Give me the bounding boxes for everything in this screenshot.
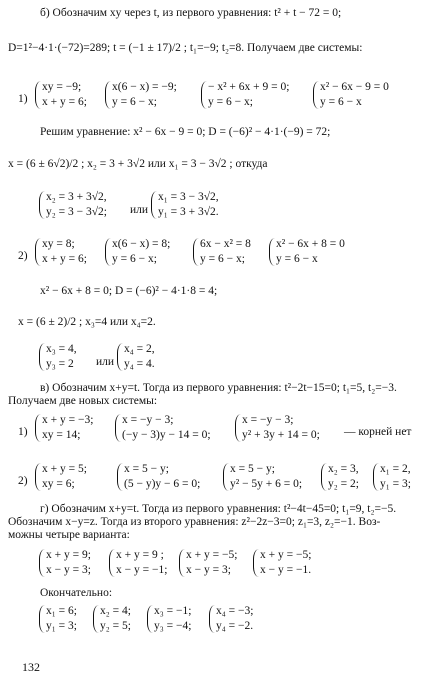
equation-row: xy = 8;	[42, 238, 75, 250]
item-number: 1)	[18, 93, 28, 105]
equation-row: x + y = 9 ;	[116, 549, 164, 561]
equation-row: x₂ = 3,	[328, 463, 359, 475]
equation-system	[38, 604, 77, 634]
equation-row: 6x − x² = 8	[200, 238, 251, 250]
equation-row: y₁ = 3;	[380, 478, 411, 490]
equation-row: x = −y − 3;	[242, 414, 294, 426]
equation-system	[234, 413, 320, 443]
equation-system	[178, 548, 237, 578]
equation-row: x + y = −3;	[42, 414, 94, 426]
equation-row: y² − 5y + 6 = 0;	[230, 478, 303, 490]
text-line: Получаем две новых системы:	[8, 395, 158, 407]
equation-system	[38, 342, 77, 372]
equation-row: x + y = 5;	[42, 463, 87, 475]
equation-row: x² − 6x + 8 = 0	[276, 238, 345, 250]
equation-row: y = 6 − x;	[208, 96, 253, 108]
equation-row: x − y = −1.	[260, 564, 312, 576]
equation-row: y₄ = 4.	[124, 358, 155, 370]
equation-row: x₂ = 4;	[100, 605, 131, 617]
equation-row: x + y = −5;	[260, 549, 312, 561]
equation-system	[104, 237, 170, 267]
text-line: б) Обозначим xy через t, из первого уравнения: t² + t − 72 = 0;	[40, 7, 342, 19]
equation-system	[34, 237, 87, 267]
equation-row: x(6 − x) = −9;	[112, 81, 177, 93]
equation-row: x² − 6x − 9 = 0	[320, 81, 389, 93]
equation-row: − x² + 6x + 9 = 0;	[208, 81, 290, 93]
equation-row: y = 6 − x;	[112, 96, 157, 108]
equation-row: x − y = 3;	[46, 564, 91, 576]
equation-system	[372, 462, 411, 492]
equation-row: xy = 14;	[42, 429, 81, 441]
equation-row: x₁ = 6;	[46, 605, 77, 617]
equation-row: y₃ = −4;	[154, 620, 192, 632]
no-roots-note: — корней нет	[344, 426, 412, 438]
text-line: Обозначим x−y=z. Тогда из второго уравнения: z²−2z−3=0; z₁=3, z₂=−1. Воз-	[8, 516, 381, 528]
equation-system	[150, 190, 219, 220]
text-line: в) Обозначим x+y=t. Тогда из первого уравнения: t²−2t−15=0; t₁=5, t₂=−3.	[40, 382, 397, 394]
conjunction-or: или	[130, 204, 149, 216]
text-line: Окончательно:	[40, 587, 113, 599]
page-number: 132	[22, 660, 40, 674]
equation-row: x = 5 − y;	[230, 463, 275, 475]
equation-row: x₂ = 3 + 3√2,	[46, 191, 107, 203]
equation-row: y₄ = −2.	[216, 620, 254, 632]
text-line: D=1²−4·1·(−72)=289; t = (−1 ± 17)/2 ; t₁=−9; t₂=8. Получаем две системы:	[8, 42, 363, 54]
text-line: x² − 6x + 8 = 0; D = (−6)² − 4·1·8 = 4;	[40, 285, 218, 297]
equation-system	[116, 342, 155, 372]
equation-row: x₄ = −3;	[216, 605, 254, 617]
item-number: 2)	[18, 475, 28, 487]
equation-row: y = 6 − x	[320, 96, 362, 108]
equation-system	[34, 413, 93, 443]
equation-system	[108, 548, 167, 578]
equation-system	[192, 237, 251, 267]
equation-row: y₂ = 3 − 3√2;	[46, 206, 107, 218]
item-number: 1)	[18, 426, 28, 438]
equation-system	[38, 548, 91, 578]
equation-system	[320, 462, 359, 492]
equation-row: x(6 − x) = 8;	[112, 238, 171, 250]
conjunction-or: или	[96, 356, 115, 368]
equation-row: x − y = −1;	[116, 564, 168, 576]
equation-row: x + y = 9;	[46, 549, 91, 561]
equation-system	[312, 80, 389, 110]
equation-system	[116, 462, 200, 492]
equation-row: x − y = 3;	[186, 564, 231, 576]
equation-row: y = 6 − x;	[112, 253, 157, 265]
equation-row: x + y = 6;	[42, 253, 87, 265]
equation-row: x₁ = 3 − 3√2,	[158, 191, 219, 203]
equation-row: x₃ = 4,	[46, 343, 77, 355]
equation-row: y₁ = 3;	[46, 620, 77, 632]
equation-system	[146, 604, 191, 634]
equation-system	[34, 462, 87, 492]
equation-row: xy = 6;	[42, 478, 75, 490]
equation-row: x = 5 − y;	[124, 463, 169, 475]
equation-row: xy = −9;	[42, 81, 82, 93]
equation-system	[268, 237, 345, 267]
equation-row: x + y = −5;	[186, 549, 238, 561]
text-line: x = (6 ± 2)/2 ; x₃=4 или x₄=2.	[18, 316, 156, 328]
equation-row: x₁ = 2,	[380, 463, 411, 475]
equation-system	[114, 413, 211, 443]
equation-row: x₃ = −1;	[154, 605, 192, 617]
equation-row: (−y − 3)y − 14 = 0;	[122, 429, 211, 441]
text-line: г) Обозначим x+y=t. Тогда из первого уравнения: t²−4t−45=0; t₁=9, t₂=−5.	[40, 503, 397, 515]
equation-row: y₁ = 3 + 3√2.	[158, 206, 219, 218]
item-number: 2)	[18, 250, 28, 262]
equation-system	[104, 80, 177, 110]
equation-system	[200, 80, 289, 110]
equation-system	[208, 604, 253, 634]
text-line: можны четыре варианта:	[8, 529, 130, 541]
text-line: Решим уравнение: x² − 6x − 9 = 0; D = (−6)² − 4·1·(−9) = 72;	[40, 126, 331, 138]
equation-row: x = −y − 3;	[122, 414, 174, 426]
equation-system	[34, 80, 87, 110]
equation-row: y₂ = 5;	[100, 620, 131, 632]
equation-row: y = 6 − x	[276, 253, 318, 265]
equation-row: y₃ = 2	[46, 358, 74, 370]
equation-row: y = 6 − x;	[200, 253, 245, 265]
equation-row: y² + 3y + 14 = 0;	[242, 429, 320, 441]
equation-row: x₄ = 2,	[124, 343, 155, 355]
equation-row: (5 − y)y − 6 = 0;	[124, 478, 201, 490]
equation-system	[38, 190, 107, 220]
text-line: x = (6 ± 6√2)/2 ; x₂ = 3 + 3√2 или x₁ = 3 − 3√2 ; откуда	[8, 158, 268, 170]
equation-system	[222, 462, 302, 492]
equation-row: x + y = 6;	[42, 96, 87, 108]
equation-row: y₂ = 2;	[328, 478, 359, 490]
equation-system	[252, 548, 311, 578]
equation-system	[92, 604, 131, 634]
